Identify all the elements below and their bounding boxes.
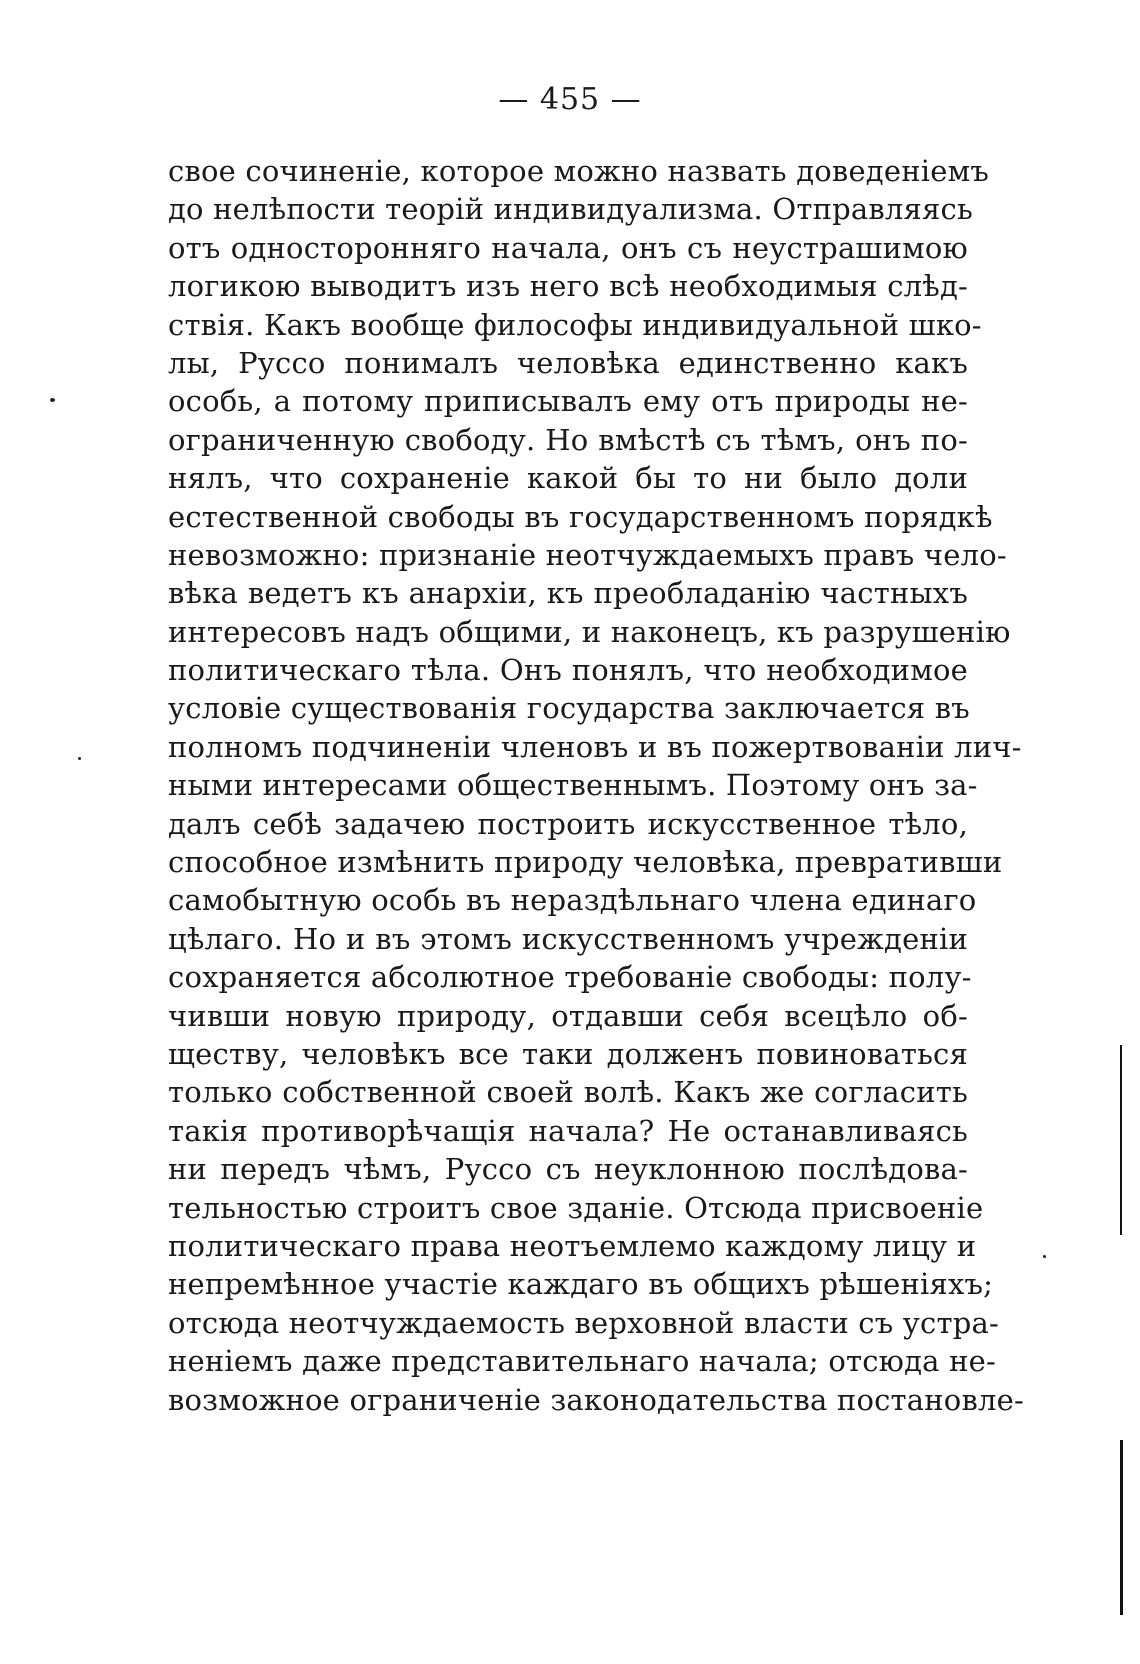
text-line: нялъ, что сохраненіе какой бы то ни было доли — [168, 461, 968, 496]
text-line: далъ себѣ задачею построить искусственное тѣло, — [168, 806, 968, 841]
text-line: чивши новую природу, отдавши себя всецѣло об- — [168, 998, 968, 1033]
text-line: ограниченную свободу. Но вмѣстѣ съ тѣмъ, онъ по- — [168, 422, 968, 457]
scan-speck — [1043, 1255, 1046, 1258]
text-line: политическаго права неотъемлемо каждому лицу и — [168, 1228, 977, 1263]
text-line: ществу, человѣкъ все таки долженъ повиноваться — [168, 1036, 968, 1071]
text-line: ни передъ чѣмъ, Руссо съ неуклонною послѣдова- — [168, 1152, 968, 1187]
text-line: способное измѣнить природу человѣка, превративши — [168, 845, 1003, 880]
scan-speck — [78, 757, 81, 760]
text-line: сохраняется абсолютное требованіе свободы: полу- — [168, 960, 972, 995]
text-line: тельностью строитъ свое зданіе. Отсюда присвоеніе — [168, 1190, 984, 1225]
text-line: цѣлаго. Но и въ этомъ искусственномъ учрежденіи — [168, 921, 968, 956]
text-line: полномъ подчиненіи членовъ и въ пожертвованіи лич- — [168, 729, 1022, 764]
text-line: невозможно: признаніе неотчуждаемыхъ правъ чело- — [168, 537, 1007, 572]
text-line: самобытную особь въ нераздѣльнаго члена единаго — [168, 883, 977, 918]
body-text — [168, 152, 1024, 1419]
text-line: условіе существованія государства заключается въ — [168, 691, 970, 726]
text-line: особь, а потому приписывалъ ему отъ природы не- — [168, 384, 968, 419]
scan-speck — [50, 398, 55, 402]
text-line: такія противорѣчащія начала? Не останавливаясь — [168, 1113, 968, 1148]
text-line: отъ односторонняго начала, онъ съ неустрашимою — [168, 230, 968, 265]
text-line: непремѣнное участіе каждаго въ общихъ рѣшеніяхъ; — [168, 1267, 994, 1302]
text-line: возможное ограниченіе законодательства постановле- — [168, 1382, 1024, 1417]
text-line: ными интересами общественнымъ. Поэтому онъ за- — [168, 768, 978, 803]
scan-edge-mark — [1120, 1440, 1123, 1615]
text-line: отсюда неотчуждаемость верховной власти съ устра- — [168, 1305, 999, 1340]
text-line: лы, Руссо понималъ человѣка единственно какъ — [168, 345, 968, 380]
text-line: неніемъ даже представительнаго начала; отсюда не- — [168, 1344, 996, 1379]
text-line: ствія. Какъ вообще философы индивидуальной шко- — [168, 307, 982, 342]
text-line: естественной свободы въ государственномъ порядкѣ — [168, 499, 993, 534]
scan-edge-mark — [1120, 1045, 1122, 1235]
text-line: свое сочиненіе, которое можно назвать доведеніемъ — [168, 154, 989, 188]
text-line: логикою выводитъ изъ него всѣ необходимыя слѣд- — [168, 269, 968, 304]
text-line: до нелѣпости теорій индивидуализма. Отправляясь — [168, 192, 973, 227]
page-number: — 455 — — [498, 82, 642, 117]
text-line: только собственной своей волѣ. Какъ же согласить — [168, 1075, 968, 1110]
text-line: вѣка ведетъ къ анархіи, къ преобладанію частныхъ — [168, 576, 968, 611]
text-line: политическаго тѣла. Онъ понялъ, что необходимое — [168, 653, 968, 688]
text-line: интересовъ надъ общими, и наконецъ, къ разрушенію — [168, 614, 1011, 649]
